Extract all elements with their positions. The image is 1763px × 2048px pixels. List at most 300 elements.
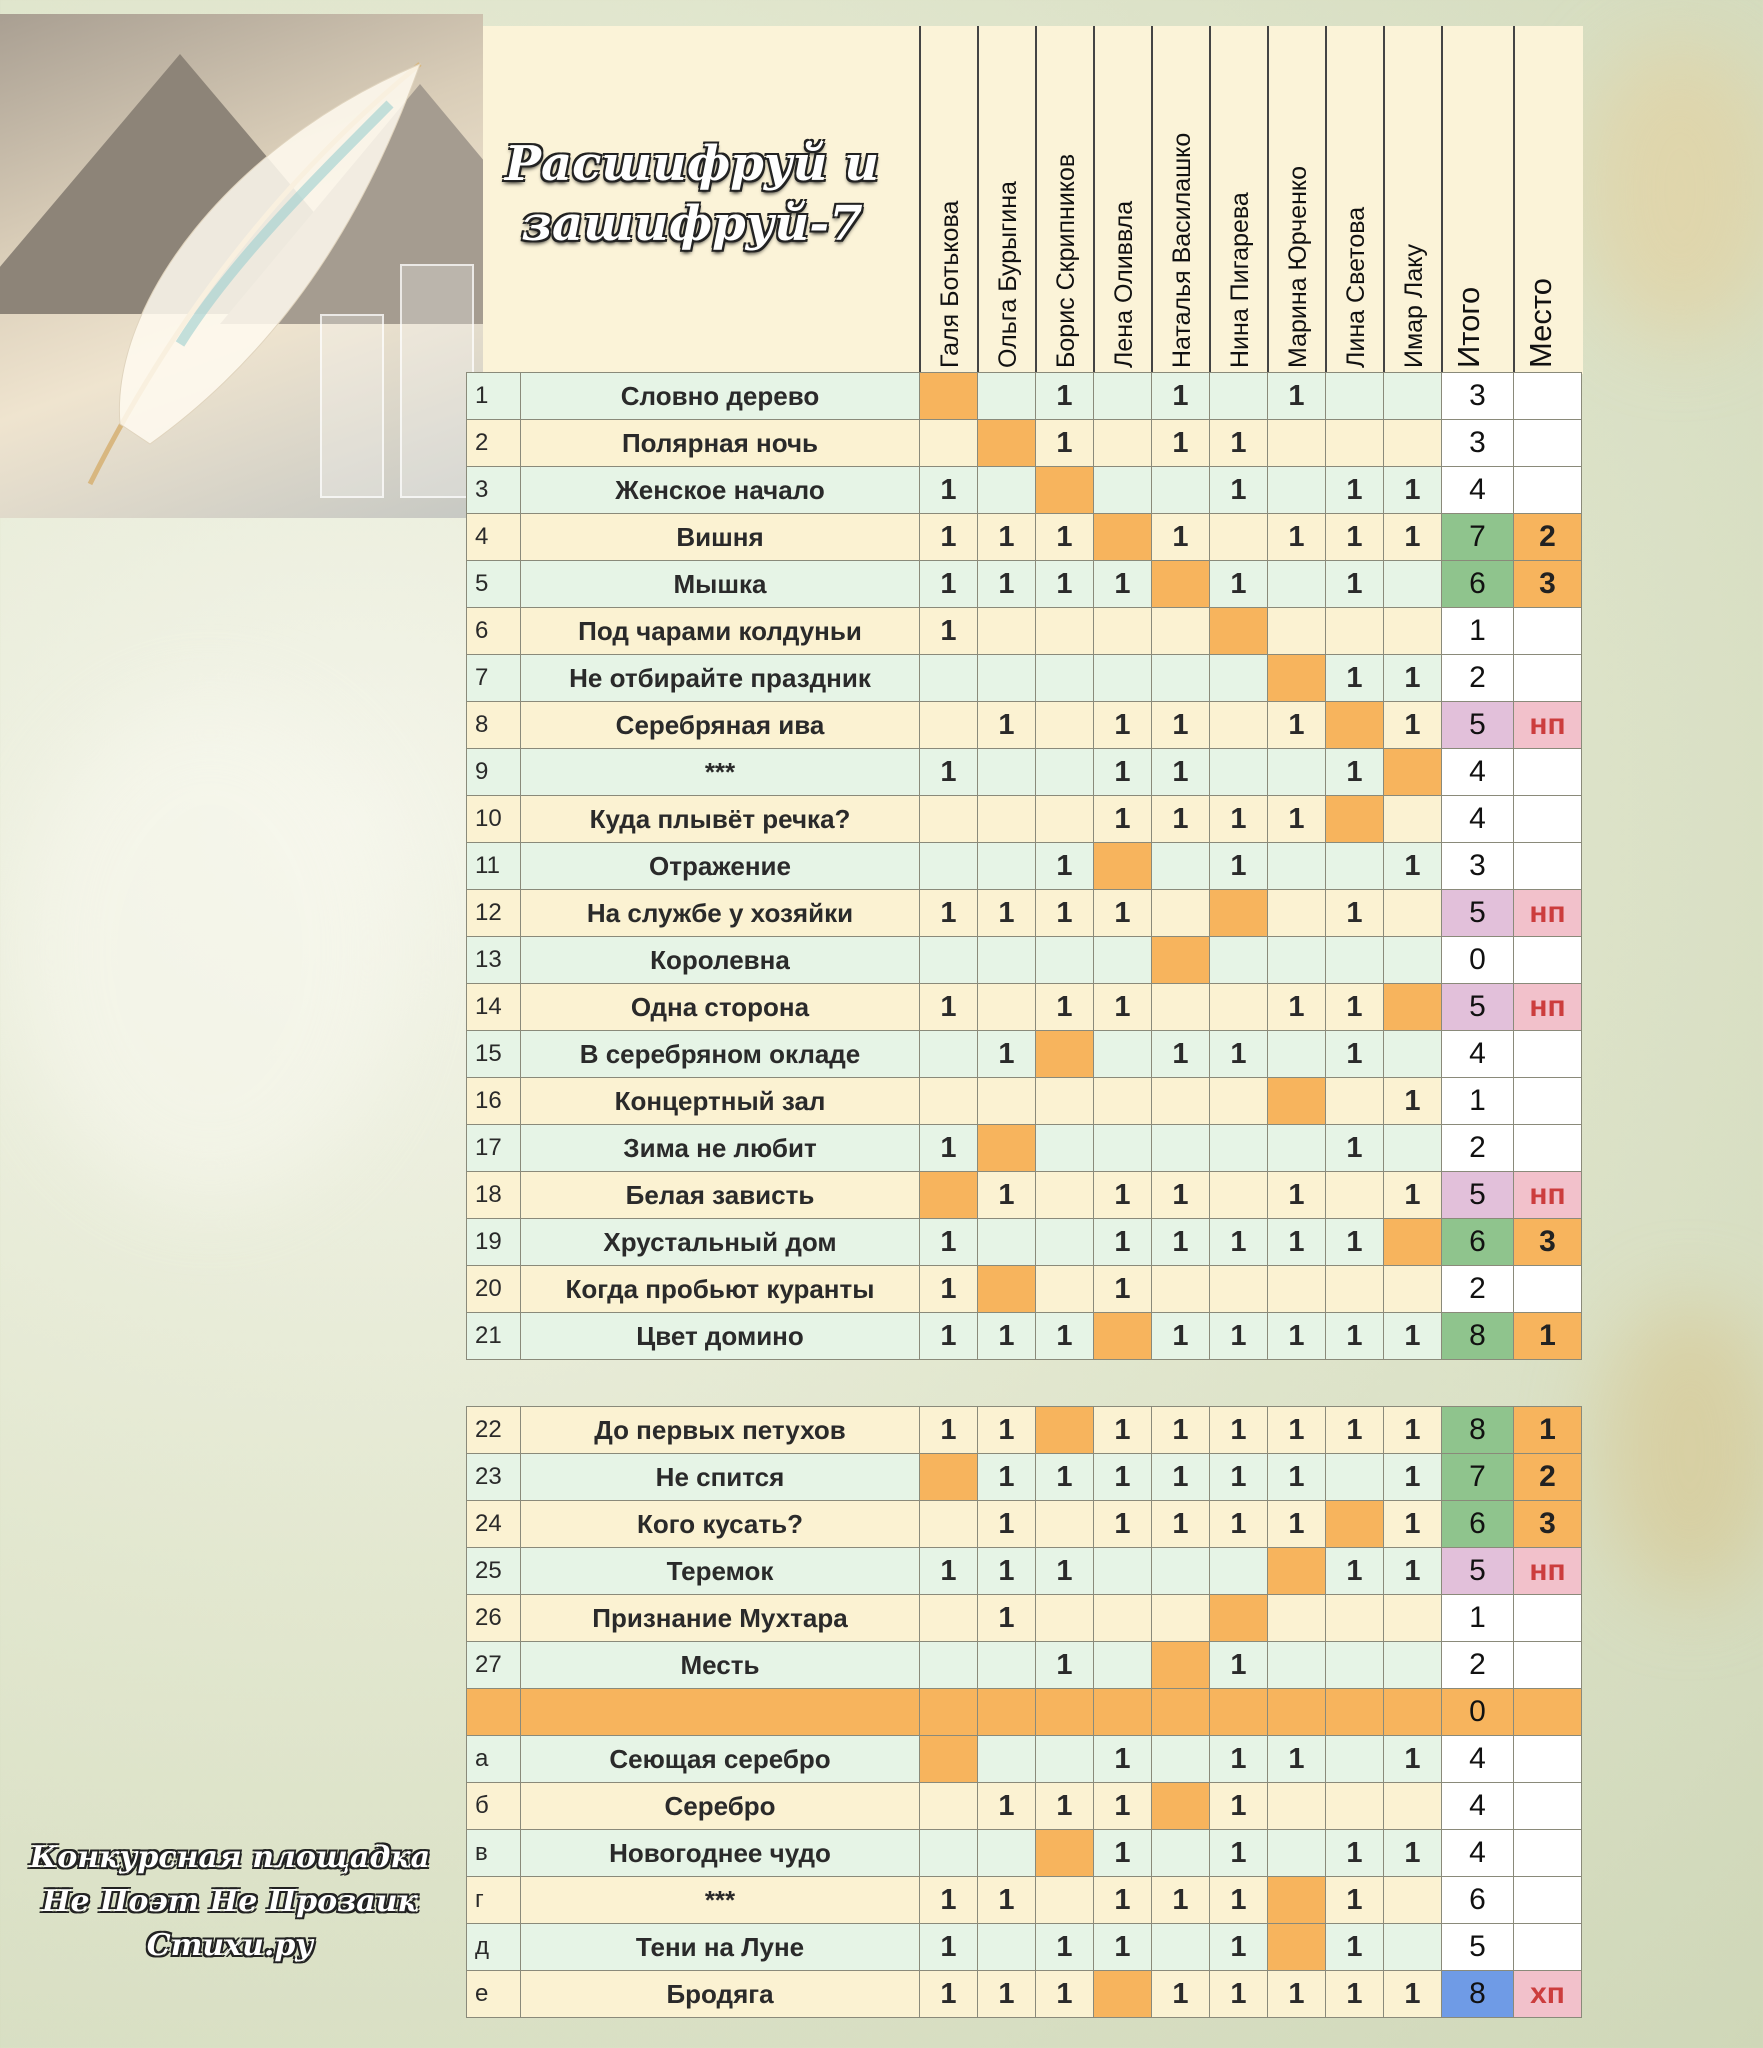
score-cell	[978, 843, 1036, 890]
score-cell	[1036, 1407, 1094, 1454]
place-cell: 3	[1514, 1501, 1582, 1548]
row-number: 13	[467, 937, 521, 984]
work-title: Кого кусать?	[521, 1501, 920, 1548]
place-cell: 2	[1514, 514, 1582, 561]
table-row	[467, 1313, 1582, 1360]
place-cell	[1514, 608, 1582, 655]
score-cell	[920, 1830, 978, 1877]
score-cell: 1	[978, 1877, 1036, 1924]
score-cell: 1	[1036, 1971, 1094, 2018]
score-cell: 1	[1326, 467, 1384, 514]
place-cell	[1514, 843, 1582, 890]
score-cell	[920, 1736, 978, 1783]
score-cell: 1	[1094, 796, 1152, 843]
page-title: Расшифруй и зашифруй-7	[504, 136, 880, 252]
score-cell	[1384, 984, 1442, 1031]
column-header	[1513, 26, 1581, 374]
row-number: 1	[467, 373, 521, 420]
score-cell	[920, 1031, 978, 1078]
score-cell	[1210, 608, 1268, 655]
work-title: Одна сторона	[521, 984, 920, 1031]
row-number: г	[467, 1877, 521, 1924]
score-cell	[978, 373, 1036, 420]
row-number: 21	[467, 1313, 521, 1360]
work-title: Не спится	[521, 1454, 920, 1501]
score-cell	[1094, 420, 1152, 467]
score-cell: 1	[978, 1501, 1036, 1548]
score-cell	[1268, 1924, 1326, 1971]
total-cell: 6	[1442, 561, 1514, 608]
score-cell	[1152, 561, 1210, 608]
score-cell: 1	[1268, 1313, 1326, 1360]
place-cell	[1514, 1783, 1582, 1830]
work-title: Серебро	[521, 1783, 920, 1830]
work-title: Хрустальный дом	[521, 1219, 920, 1266]
table-row	[467, 937, 1582, 984]
row-number: 15	[467, 1031, 521, 1078]
results-table-2	[466, 1406, 1582, 2018]
score-cell	[920, 373, 978, 420]
column-header-label: Марина Юрченко	[1284, 165, 1312, 368]
score-cell	[920, 796, 978, 843]
score-cell: 1	[1384, 843, 1442, 890]
score-cell	[1094, 843, 1152, 890]
row-number: 16	[467, 1078, 521, 1125]
score-cell	[1152, 1830, 1210, 1877]
work-title: Теремок	[521, 1548, 920, 1595]
work-title: Концертный зал	[521, 1078, 920, 1125]
table-row	[467, 702, 1582, 749]
table-row	[467, 1266, 1582, 1313]
score-cell	[1036, 1689, 1094, 1736]
score-cell: 1	[1326, 1830, 1384, 1877]
score-cell	[1036, 1219, 1094, 1266]
place-cell	[1514, 749, 1582, 796]
table-row	[467, 796, 1582, 843]
score-cell	[1268, 937, 1326, 984]
column-header-label: Галя Ботькова	[936, 200, 964, 368]
score-cell: 1	[1036, 843, 1094, 890]
score-cell	[1210, 890, 1268, 937]
score-cell: 1	[1210, 1736, 1268, 1783]
score-cell: 1	[1152, 1877, 1210, 1924]
score-cell	[1268, 1830, 1326, 1877]
score-cell	[1326, 608, 1384, 655]
score-cell: 1	[920, 514, 978, 561]
total-cell: 6	[1442, 1877, 1514, 1924]
score-cell	[1384, 1595, 1442, 1642]
work-title: Мышка	[521, 561, 920, 608]
score-cell: 1	[978, 1783, 1036, 1830]
row-number: 17	[467, 1125, 521, 1172]
score-cell	[1036, 1736, 1094, 1783]
score-cell	[1210, 702, 1268, 749]
score-cell: 1	[1210, 1031, 1268, 1078]
table-row	[467, 1595, 1582, 1642]
score-cell	[978, 655, 1036, 702]
score-cell	[1326, 373, 1384, 420]
score-cell: 1	[1094, 1877, 1152, 1924]
table-row	[467, 1501, 1582, 1548]
score-cell	[1036, 655, 1094, 702]
score-cell: 1	[1210, 1313, 1268, 1360]
score-cell: 1	[920, 608, 978, 655]
score-cell	[978, 1078, 1036, 1125]
score-cell	[920, 1783, 978, 1830]
total-cell: 4	[1442, 467, 1514, 514]
work-title: Серебряная ива	[521, 702, 920, 749]
score-cell	[1210, 984, 1268, 1031]
score-cell: 1	[1384, 1971, 1442, 2018]
score-cell	[978, 984, 1036, 1031]
score-cell: 1	[1094, 749, 1152, 796]
row-number: 3	[467, 467, 521, 514]
score-cell	[920, 843, 978, 890]
score-cell	[1094, 1548, 1152, 1595]
row-number: 24	[467, 1501, 521, 1548]
row-number: 2	[467, 420, 521, 467]
score-cell	[1268, 749, 1326, 796]
work-title: Когда пробьют куранты	[521, 1266, 920, 1313]
score-cell	[920, 1642, 978, 1689]
score-cell: 1	[920, 749, 978, 796]
score-cell	[1326, 1595, 1384, 1642]
column-header	[1383, 26, 1441, 374]
score-cell	[1384, 1266, 1442, 1313]
total-cell: 7	[1442, 514, 1514, 561]
total-cell: 6	[1442, 1219, 1514, 1266]
table-row	[467, 1031, 1582, 1078]
score-cell: 1	[1094, 890, 1152, 937]
score-cell	[1152, 1078, 1210, 1125]
score-cell: 1	[978, 561, 1036, 608]
score-cell: 1	[1210, 1924, 1268, 1971]
place-cell	[1514, 1877, 1582, 1924]
score-cell: 1	[1384, 1736, 1442, 1783]
table-row	[467, 1407, 1582, 1454]
row-number: 22	[467, 1407, 521, 1454]
place-cell: нп	[1514, 890, 1582, 937]
score-cell: 1	[920, 1924, 978, 1971]
score-cell	[1384, 373, 1442, 420]
table-row	[467, 1971, 1582, 2018]
total-cell: 2	[1442, 655, 1514, 702]
score-cell	[1036, 1078, 1094, 1125]
score-cell	[1268, 467, 1326, 514]
score-cell	[1036, 1031, 1094, 1078]
work-title: Цвет домино	[521, 1313, 920, 1360]
place-cell	[1514, 1595, 1582, 1642]
score-cell	[1384, 796, 1442, 843]
work-title: Женское начало	[521, 467, 920, 514]
row-number: в	[467, 1830, 521, 1877]
score-cell	[1152, 655, 1210, 702]
total-cell: 4	[1442, 1783, 1514, 1830]
score-cell	[1326, 843, 1384, 890]
score-cell	[1268, 420, 1326, 467]
score-cell	[1384, 1642, 1442, 1689]
work-title: Новогоднее чудо	[521, 1830, 920, 1877]
score-cell	[920, 1078, 978, 1125]
score-cell	[1326, 1172, 1384, 1219]
score-cell	[1210, 937, 1268, 984]
work-title: Признание Мухтара	[521, 1595, 920, 1642]
score-cell	[920, 937, 978, 984]
column-header-label: Борис Скрипников	[1052, 153, 1080, 368]
column-header	[977, 26, 1035, 374]
place-cell	[1514, 420, 1582, 467]
score-cell: 1	[1036, 514, 1094, 561]
score-cell	[1210, 749, 1268, 796]
score-cell: 1	[1152, 1313, 1210, 1360]
row-number: д	[467, 1924, 521, 1971]
place-cell	[1514, 1830, 1582, 1877]
column-header-label: Итого	[1451, 286, 1486, 368]
table-row	[467, 1642, 1582, 1689]
total-cell: 4	[1442, 796, 1514, 843]
score-cell	[1210, 655, 1268, 702]
row-number: 25	[467, 1548, 521, 1595]
score-cell: 1	[1210, 1407, 1268, 1454]
score-cell: 1	[1152, 796, 1210, 843]
place-cell	[1514, 467, 1582, 514]
score-cell: 1	[1210, 1501, 1268, 1548]
row-number	[467, 1689, 521, 1736]
score-cell: 1	[1036, 1313, 1094, 1360]
score-cell: 1	[1384, 1313, 1442, 1360]
total-cell: 8	[1442, 1313, 1514, 1360]
score-cell: 1	[1152, 1454, 1210, 1501]
place-cell: 3	[1514, 1219, 1582, 1266]
score-cell: 1	[1326, 1407, 1384, 1454]
place-cell: 1	[1514, 1407, 1582, 1454]
total-cell: 2	[1442, 1642, 1514, 1689]
score-cell	[1036, 1501, 1094, 1548]
score-cell	[1268, 1783, 1326, 1830]
place-cell: 3	[1514, 561, 1582, 608]
score-cell	[978, 420, 1036, 467]
score-cell	[978, 1924, 1036, 1971]
score-cell: 1	[1094, 1219, 1152, 1266]
score-cell: 1	[1326, 1548, 1384, 1595]
score-cell	[1152, 608, 1210, 655]
table-row	[467, 749, 1582, 796]
score-cell: 1	[1094, 1454, 1152, 1501]
score-cell	[1268, 608, 1326, 655]
score-cell: 1	[1036, 1924, 1094, 1971]
score-cell: 1	[920, 1877, 978, 1924]
work-title: ***	[521, 1877, 920, 1924]
row-number: 11	[467, 843, 521, 890]
total-cell: 5	[1442, 1548, 1514, 1595]
score-cell	[1210, 1125, 1268, 1172]
score-cell: 1	[1326, 890, 1384, 937]
score-cell	[1268, 561, 1326, 608]
score-cell	[1210, 1078, 1268, 1125]
score-cell: 1	[1036, 890, 1094, 937]
work-title: Отражение	[521, 843, 920, 890]
score-cell: 1	[1268, 984, 1326, 1031]
score-cell: 1	[1094, 702, 1152, 749]
score-cell: 1	[1152, 1172, 1210, 1219]
work-title: Месть	[521, 1642, 920, 1689]
place-cell	[1514, 1736, 1582, 1783]
score-cell	[1152, 1125, 1210, 1172]
score-cell: 1	[1152, 749, 1210, 796]
total-cell: 2	[1442, 1125, 1514, 1172]
table-row	[467, 1783, 1582, 1830]
score-cell: 1	[920, 890, 978, 937]
place-cell	[1514, 1689, 1582, 1736]
total-cell: 5	[1442, 1924, 1514, 1971]
table-row	[467, 655, 1582, 702]
score-cell: 1	[920, 1407, 978, 1454]
score-cell: 1	[1268, 1971, 1326, 2018]
score-cell	[1384, 1783, 1442, 1830]
row-number: 6	[467, 608, 521, 655]
work-title: Сеющая серебро	[521, 1736, 920, 1783]
results-table-1	[466, 372, 1582, 1360]
column-header-label: Лина Светова	[1342, 206, 1370, 368]
score-cell	[1036, 937, 1094, 984]
score-cell	[1152, 1595, 1210, 1642]
score-cell: 1	[1268, 514, 1326, 561]
score-cell	[1384, 890, 1442, 937]
score-cell: 1	[978, 1595, 1036, 1642]
score-cell: 1	[1268, 373, 1326, 420]
score-cell	[1384, 1689, 1442, 1736]
place-cell: хп	[1514, 1971, 1582, 2018]
score-cell	[920, 1172, 978, 1219]
score-cell: 1	[1036, 1454, 1094, 1501]
score-cell: 1	[1210, 467, 1268, 514]
score-cell	[1036, 467, 1094, 514]
score-cell	[1210, 1266, 1268, 1313]
footer-caption	[0, 1836, 460, 1968]
score-cell: 1	[920, 467, 978, 514]
table-row	[467, 984, 1582, 1031]
column-header	[1035, 26, 1093, 374]
score-cell	[978, 1642, 1036, 1689]
score-cell: 1	[1094, 1501, 1152, 1548]
score-cell	[1094, 937, 1152, 984]
row-number: е	[467, 1971, 521, 2018]
score-cell	[1210, 514, 1268, 561]
table-row	[467, 843, 1582, 890]
score-cell: 1	[978, 1548, 1036, 1595]
row-number: 19	[467, 1219, 521, 1266]
table-row	[467, 373, 1582, 420]
score-cell: 1	[1268, 796, 1326, 843]
score-cell: 1	[1094, 1736, 1152, 1783]
place-cell: нп	[1514, 1548, 1582, 1595]
score-cell: 1	[978, 514, 1036, 561]
score-cell: 1	[978, 1407, 1036, 1454]
score-cell: 1	[1384, 1078, 1442, 1125]
total-cell: 5	[1442, 1172, 1514, 1219]
score-cell: 1	[1152, 1407, 1210, 1454]
score-cell	[1326, 1642, 1384, 1689]
total-cell: 4	[1442, 749, 1514, 796]
place-cell	[1514, 373, 1582, 420]
score-cell	[1152, 843, 1210, 890]
total-cell: 5	[1442, 702, 1514, 749]
place-cell	[1514, 937, 1582, 984]
total-cell: 1	[1442, 1595, 1514, 1642]
score-cell	[1152, 1266, 1210, 1313]
row-number: 27	[467, 1642, 521, 1689]
score-cell: 1	[1210, 1454, 1268, 1501]
feather-image	[0, 14, 483, 518]
row-number: а	[467, 1736, 521, 1783]
score-cell	[1094, 373, 1152, 420]
score-cell	[1268, 1642, 1326, 1689]
work-title: Белая зависть	[521, 1172, 920, 1219]
score-cell	[1268, 1031, 1326, 1078]
score-cell: 1	[1094, 1830, 1152, 1877]
column-header	[1151, 26, 1209, 374]
place-cell	[1514, 1642, 1582, 1689]
score-cell: 1	[1326, 561, 1384, 608]
score-cell: 1	[978, 1454, 1036, 1501]
place-cell: нп	[1514, 1172, 1582, 1219]
column-header-label: Место	[1523, 277, 1558, 368]
score-cell	[1268, 1125, 1326, 1172]
score-cell	[1036, 608, 1094, 655]
score-cell	[1326, 1078, 1384, 1125]
score-cell	[1268, 843, 1326, 890]
score-cell	[1268, 1078, 1326, 1125]
score-cell: 1	[1036, 561, 1094, 608]
score-cell: 1	[1036, 1548, 1094, 1595]
score-cell	[978, 796, 1036, 843]
score-cell: 1	[1152, 514, 1210, 561]
score-cell: 1	[1094, 1407, 1152, 1454]
score-cell	[1326, 420, 1384, 467]
score-cell: 1	[1384, 655, 1442, 702]
score-cell	[978, 1736, 1036, 1783]
score-cell	[1152, 467, 1210, 514]
score-cell	[1268, 1266, 1326, 1313]
table-row	[467, 1689, 1582, 1736]
score-cell: 1	[1094, 561, 1152, 608]
score-cell: 1	[1326, 1125, 1384, 1172]
score-cell	[1210, 1172, 1268, 1219]
score-cell	[1152, 1783, 1210, 1830]
score-cell: 1	[1268, 1172, 1326, 1219]
score-cell: 1	[920, 1266, 978, 1313]
score-cell	[1384, 1219, 1442, 1266]
table-row	[467, 1877, 1582, 1924]
score-cell	[920, 1454, 978, 1501]
total-cell: 5	[1442, 890, 1514, 937]
score-cell: 1	[1036, 984, 1094, 1031]
work-title: Тени на Луне	[521, 1924, 920, 1971]
score-cell: 1	[1210, 1642, 1268, 1689]
score-cell: 1	[1326, 1313, 1384, 1360]
score-cell	[1036, 749, 1094, 796]
score-cell	[1326, 1783, 1384, 1830]
place-cell: нп	[1514, 984, 1582, 1031]
score-cell	[1268, 1595, 1326, 1642]
total-cell: 5	[1442, 984, 1514, 1031]
score-cell	[920, 1595, 978, 1642]
score-cell: 1	[1384, 514, 1442, 561]
score-cell	[1326, 1454, 1384, 1501]
column-header	[1441, 26, 1513, 374]
score-cell: 1	[920, 1219, 978, 1266]
score-cell	[1384, 1031, 1442, 1078]
